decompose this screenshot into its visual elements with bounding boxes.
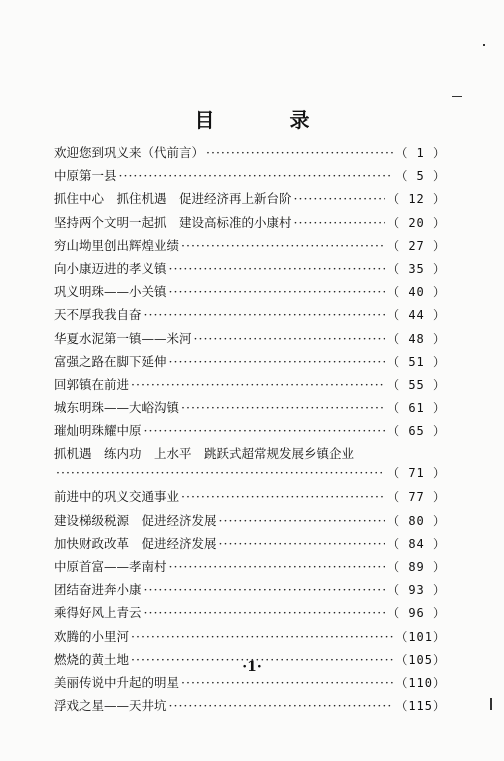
toc-leader-dots (131, 629, 393, 644)
page-title: 目 录 (194, 108, 344, 132)
toc-entry (54, 305, 446, 328)
toc-entry-title: 欢迎您到巩义来（代前言） (54, 145, 205, 160)
toc-entry-page: （105） (395, 652, 446, 667)
toc-entry-page: （ 1 ） (395, 146, 446, 160)
toc-entry (54, 627, 446, 650)
toc-entry (54, 398, 446, 421)
toc-entry (54, 511, 446, 534)
toc-entry-title: 欢腾的小里河 (54, 628, 130, 644)
toc-entry (54, 580, 446, 603)
toc-entry-continuation (54, 464, 446, 487)
toc-entry-page: （ 89 ） (387, 560, 446, 574)
toc-entry (54, 236, 446, 259)
toc-entry (54, 282, 446, 305)
toc-entry (54, 329, 446, 352)
toc-entry-page: （ 84 ） (387, 536, 446, 551)
toc-entry-page: （ 20 ） (387, 215, 446, 230)
toc-entry-title: 加快财政改革 促进经济发展 (54, 535, 217, 551)
toc-entry (54, 352, 446, 375)
toc-leader-dots (219, 513, 386, 528)
toc-entry-title: 团结奋进奔小康 (54, 582, 142, 598)
toc-entry-page: （ 51 ） (387, 354, 446, 369)
toc-entry-page: （ 5 ） (395, 169, 446, 184)
toc-entry-page: （ 12 ） (387, 192, 446, 207)
toc-entry-title: 巩义明珠——小关镇 (54, 284, 167, 300)
toc-entry (54, 189, 446, 212)
toc-entry (54, 603, 446, 626)
toc-entry-title: 建设梯级税源 促进经济发展 (54, 512, 217, 528)
toc-entry (54, 673, 446, 696)
toc-leader-dots (144, 605, 386, 620)
toc-entry-title: 富强之路在脚下延伸 (54, 353, 167, 369)
toc-entry-title: 前进中的巩义交通事业 (54, 489, 180, 505)
toc-entry-title: 燃烧的黄土地 (54, 651, 130, 667)
toc-entry-title: 美丽传说中升起的明星 (54, 674, 180, 690)
toc-entry-title: 抓住中心 抓住机遇 促进经济再上新台阶 (54, 191, 292, 207)
toc-entry (54, 259, 446, 282)
toc-leader-dots (144, 307, 386, 322)
toc-leader-dots (219, 536, 386, 551)
toc-entry-page: （ 44 ） (387, 308, 446, 323)
toc-entry (54, 557, 446, 580)
toc-entry-page: （ 35 ） (387, 261, 446, 276)
scan-speck (490, 698, 492, 710)
toc-leader-dots (181, 400, 385, 415)
toc-entry (54, 487, 446, 510)
toc-entry-page: （ 27 ） (387, 238, 446, 253)
toc-leader-dots (119, 168, 394, 183)
toc-leader-dots (56, 465, 385, 480)
toc-entry-title: 乘得好风上青云 (54, 605, 142, 621)
toc-entry-page: （ 96 ） (387, 606, 446, 621)
toc-entry (54, 375, 446, 398)
toc-entry-title: 中原首富——孝南村 (54, 559, 167, 574)
toc-entry-title: 浮戏之星——天井坑 (54, 698, 167, 714)
toc-entry-page: （ 48 ） (387, 331, 446, 346)
toc-entry-page: （ 93 ） (387, 583, 446, 598)
toc-entry-page: （ 80 ） (387, 513, 446, 528)
toc-leader-dots (294, 191, 386, 206)
toc-entry-page: （ 55 ） (387, 377, 446, 392)
toc-leader-dots (144, 423, 386, 438)
page-number-footer: ·1· (242, 659, 262, 675)
toc-entry-title: 向小康迈进的孝义镇 (54, 260, 167, 276)
toc-leader-dots (169, 261, 386, 276)
toc-leader-dots (294, 215, 386, 230)
scan-speck (452, 96, 462, 97)
toc-leader-dots (181, 489, 385, 504)
toc-entry (54, 143, 446, 166)
toc-leader-dots (169, 559, 386, 574)
toc-entry-title: 坚持两个文明一起抓 建设高标准的小康村 (54, 214, 292, 230)
toc-entry-title: 天不厚我我自奋 (54, 307, 142, 323)
toc-entry-page: （ 71 ） (387, 466, 446, 481)
table-of-contents (54, 143, 446, 719)
toc-entry (54, 166, 446, 189)
toc-leader-dots (169, 698, 394, 713)
toc-entry (54, 213, 446, 236)
toc-entry-page: （ 61 ） (387, 401, 446, 416)
toc-entry-title: 穷山坳里创出辉煌业绩 (54, 237, 180, 253)
toc-entry-title: 城东明珠——大峪沟镇 (54, 400, 180, 416)
toc-entry (54, 444, 446, 464)
toc-entry-page: （ 40 ） (387, 285, 446, 300)
toc-entry-page: （115） (395, 699, 446, 714)
toc-leader-dots (169, 354, 386, 369)
toc-entry-title: 回郭镇在前进 (54, 376, 130, 392)
toc-entry-page: （101） (395, 629, 446, 644)
toc-entry-title: 中原第一县 (54, 168, 117, 184)
toc-entry-title: 抓机遇 练内功 上水平 跳跃式超常规发展乡镇企业 (54, 446, 355, 462)
toc-entry-page: （ 77 ） (387, 490, 446, 505)
toc-leader-dots (181, 675, 393, 690)
toc-entry-page: （110） (395, 675, 446, 690)
toc-entry-title: 华夏水泥第一镇——米河 (54, 330, 192, 346)
toc-leader-dots (206, 145, 393, 160)
toc-leader-dots (131, 377, 385, 392)
toc-entry (54, 421, 446, 444)
toc-entry (54, 534, 446, 557)
toc-leader-dots (144, 582, 386, 597)
scan-speck (483, 44, 485, 46)
toc-entry-title: 璀灿明珠耀中原 (54, 423, 142, 439)
toc-leader-dots (169, 284, 386, 299)
toc-leader-dots (194, 331, 386, 346)
toc-leader-dots (181, 238, 385, 253)
toc-entry-page: （ 65 ） (387, 424, 446, 439)
toc-entry (54, 696, 446, 719)
